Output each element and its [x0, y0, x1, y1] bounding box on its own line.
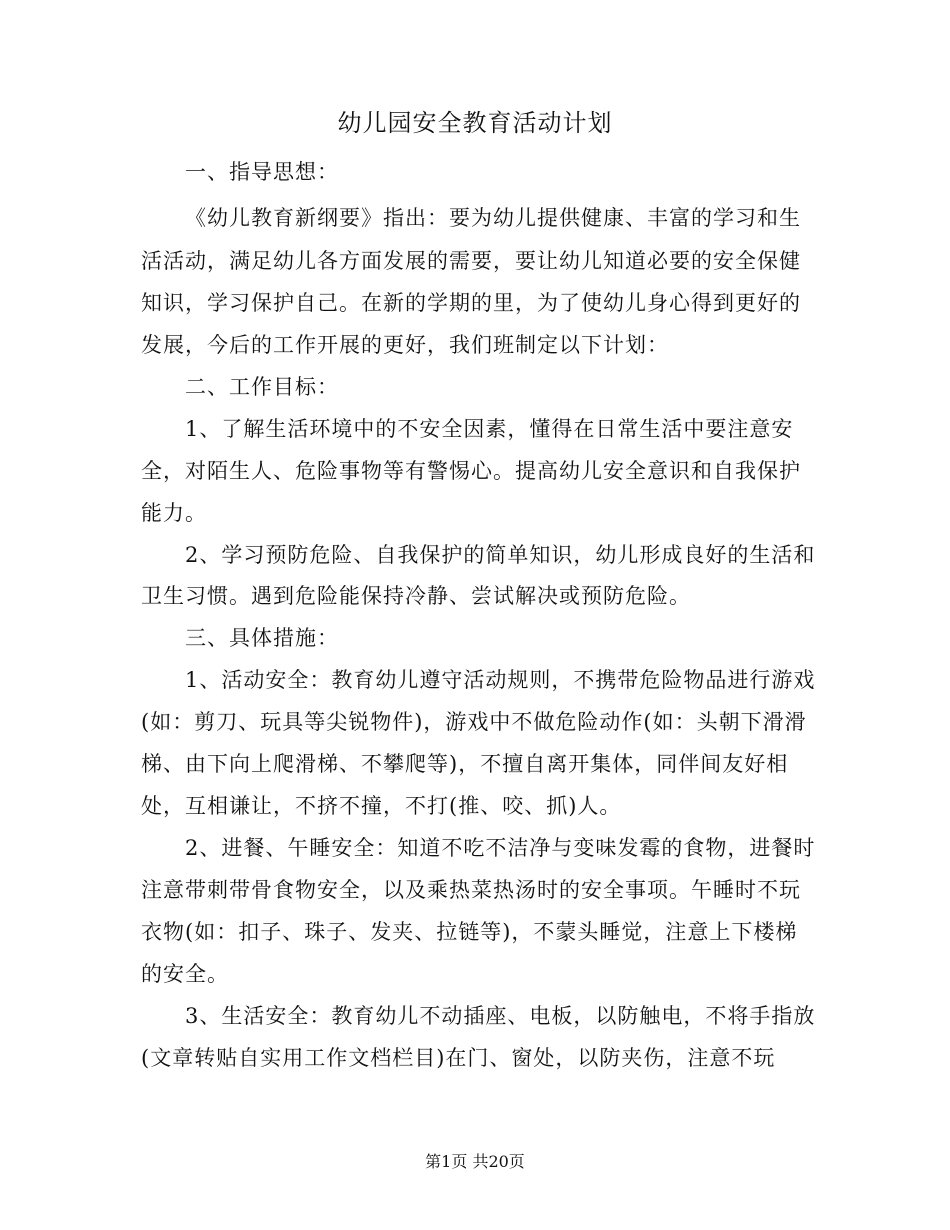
paragraph-line: 发展，今后的工作开展的更好，我们班制定以下计划：	[141, 333, 669, 357]
paragraph-line: 2、学习预防危险、自我保护的简单知识，幼儿形成良好的生活和	[185, 543, 816, 567]
paragraph-line: 衣物(如：扣子、珠子、发夹、拉链等)，不蒙头睡觉，注意上下楼梯	[141, 920, 798, 944]
section-heading-measures: 三、具体措施：	[185, 626, 339, 650]
paragraph-line: 《幼儿教育新纲要》指出：要为幼儿提供健康、丰富的学习和生	[185, 206, 801, 230]
paragraph-line: (文章转贴自实用工作文档栏目)在门、窗处，以防夹伤，注意不玩	[141, 1046, 776, 1070]
section-heading-guiding-ideology: 一、指导思想：	[185, 160, 339, 184]
paragraph-line: 注意带刺带骨食物安全，以及乘热菜热汤时的安全事项。午睡时不玩	[141, 878, 801, 902]
paragraph-line: 2、进餐、午睡安全：知道不吃不洁净与变味发霉的食物，进餐时	[185, 836, 816, 860]
paragraph-line: 能力。	[141, 501, 207, 525]
paragraph-line: (如：剪刀、玩具等尖锐物件)，游戏中不做危险动作(如：头朝下滑滑	[141, 710, 807, 734]
paragraph-line: 知识，学习保护自己。在新的学期的里，为了使幼儿身心得到更好的	[141, 291, 801, 315]
section-heading-work-goals: 二、工作目标：	[185, 375, 339, 399]
paragraph-line: 处，互相谦让，不挤不撞，不打(推、咬、抓)人。	[141, 794, 622, 818]
paragraph-line: 的安全。	[141, 962, 229, 986]
paragraph-line: 活活动，满足幼儿各方面发展的需要，要让幼儿知道必要的安全保健	[141, 249, 801, 273]
paragraph-line: 3、生活安全：教育幼儿不动插座、电板，以防触电，不将手指放	[185, 1004, 816, 1028]
paragraph-line: 1、了解生活环境中的不安全因素，懂得在日常生活中要注意安	[185, 417, 794, 441]
paragraph-line: 全，对陌生人、危险事物等有警惕心。提高幼儿安全意识和自我保护	[141, 459, 801, 483]
document-title: 幼儿园安全教育活动计划	[337, 109, 613, 137]
paragraph-line: 卫生习惯。遇到危险能保持冷静、尝试解决或预防危险。	[141, 584, 691, 608]
page-number-footer: 第1页 共20页	[425, 1152, 525, 1171]
paragraph-line: 1、活动安全：教育幼儿遵守活动规则，不携带危险物品进行游戏	[185, 668, 816, 692]
paragraph-line: 梯、由下向上爬滑梯、不攀爬等)，不擅自离开集体，同伴间友好相	[141, 752, 789, 776]
